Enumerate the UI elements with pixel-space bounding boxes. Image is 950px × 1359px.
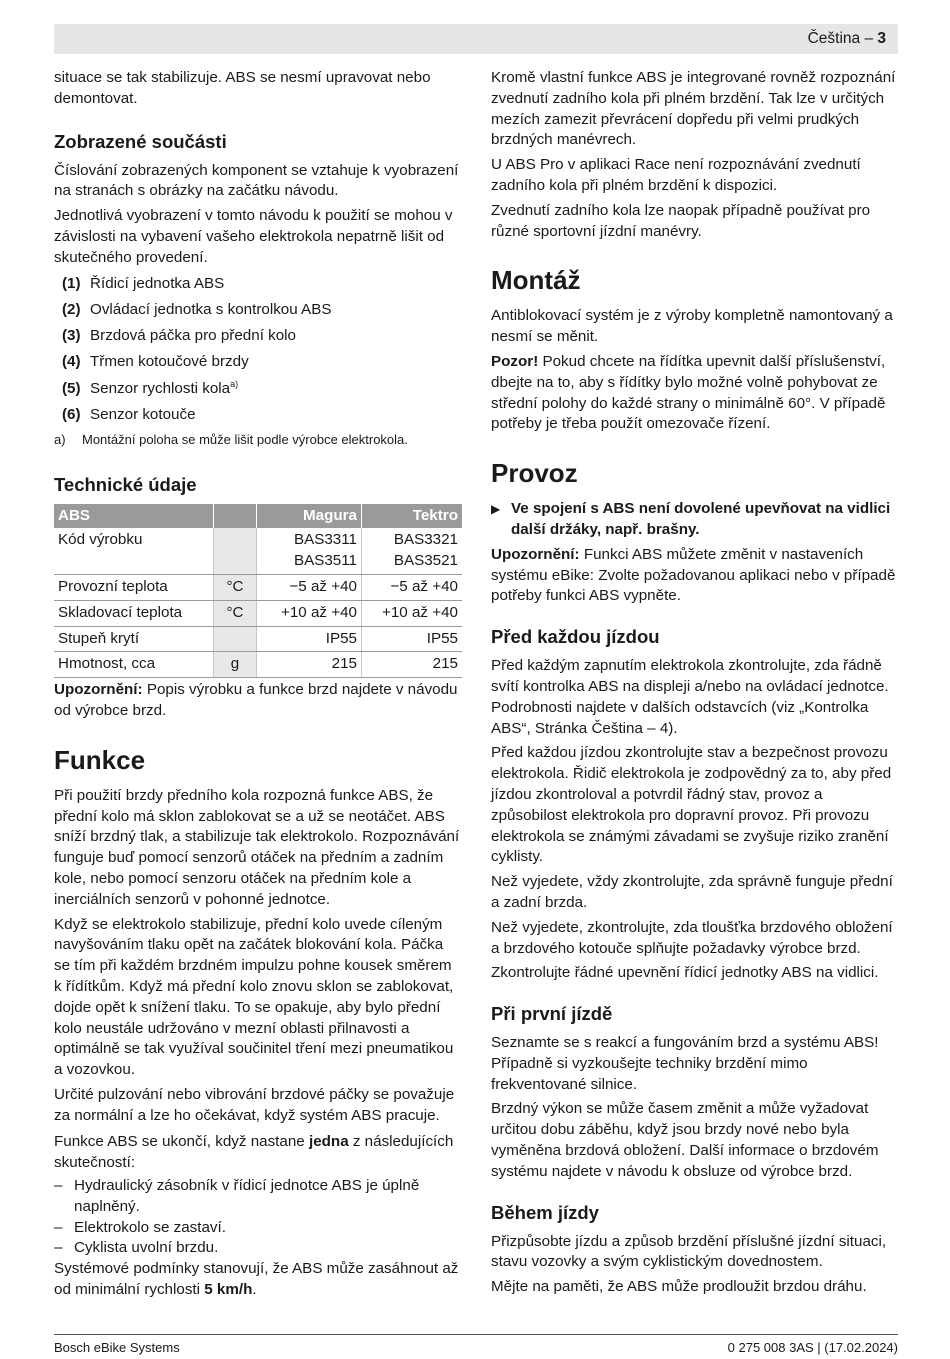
table-header: ABS — [54, 504, 214, 528]
montaz-paragraph-2: Pozor! Pokud chcete na řídítka upevnit další příslušenství, dbejte na to, aby s řídítky bylo možné volně pohybovat ze střední polohy do každé strany o minimálně 60°. V případě potřeby je třeba použít omezovače řízení. — [491, 352, 886, 433]
funkce-paragraph-3: Určité pulzování nebo vibrování brzdové páčky se považuje za normální a lze ho očekávat, když systém ABS pracuje. — [54, 1085, 455, 1124]
page-header — [808, 29, 886, 49]
list-item: (2) Ovládací jednotka s kontrolkou ABS — [62, 300, 332, 318]
list-item: (4) Třmen kotoučové brzdy — [62, 353, 249, 371]
footnote: a) Montážní poloha se může lišit podle výrobce elektrokola. — [54, 432, 408, 448]
behem-jizdy-heading: Během jízdy — [491, 1201, 599, 1223]
triangle-bullet-icon: ▶ — [491, 502, 501, 517]
montaz-heading: Montáž — [491, 265, 581, 296]
table-row: Skladovací teplota °C +10 až +40 +10 až +40 — [54, 600, 462, 626]
list-item: (5) Senzor rychlosti kola$^{a)}$ — [62, 378, 239, 397]
table-row: Kód výrobku BAS3311 BAS3511 BAS3321 BAS3521 — [54, 528, 462, 574]
footer-doc-id: 0 275 008 3AS | (17.02.2024) — [727, 1340, 898, 1355]
table-note: Upozornění: Popis výrobku a funkce brzd najdete v návodu od výrobce brzd. — [54, 681, 458, 719]
wheel-lift-paragraph-1: Kromě vlastní funkce ABS je integrované rovněž rozpoznání zvednutí zadního kola při plném brzdění. Tak lze v určitých mezích zamezit převrácení dopředu při velmi prudkých brzdných manévrech. — [491, 69, 896, 149]
table-header-row — [54, 504, 462, 528]
tech-heading: Technické údaje — [54, 474, 197, 496]
table-header: Tektro — [362, 504, 463, 528]
prvni-paragraph-2: Brzdný výkon se může časem změnit a může vyžadovat určitou dobu záběhu, když jsou brzdy nové nebo byla vyměněna brzdová obložení. Další informace o brzdovém systému najdete v návodu k obsluze od výrobce brzd. — [491, 1100, 879, 1180]
header-language: Čeština – — [807, 30, 878, 47]
list-item: (1) Řídicí jednotka ABS — [62, 274, 225, 292]
funkce-paragraph-2: Když se elektrokolo stabilizuje, přední kolo uvede cíleným navyšováním tlaku opět na začátek blokování kola. Páčka se tím při každém brzdném impulzu pohne kousek směrem k řídítkům. Když má přední kolo znovu sklon se zablokovat, dojde opět k snížení tlaku. To se opakuje, aby bylo přední kolo neustále udržováno v mezní oblasti přilnavosti a optimálně se tak využíval součinitel tření mezi pneumatikou a vozovkou. — [54, 915, 454, 1079]
parts-list — [54, 274, 462, 426]
wheel-lift-paragraph-3: Zvednutí zadního kola lze naopak případně používat pro různé sportovní jízdní manévry. — [491, 201, 871, 240]
table-row: Hmotnost, cca g 215 215 — [54, 652, 462, 678]
table-row: Provozní teplota °C −5 až +40 −5 až +40 — [54, 574, 462, 600]
funkce-paragraph-5: Systémové podmínky stanovují, že ABS může zasáhnout až od minimální rychlosti 5 km/h. — [54, 1260, 459, 1299]
table-row: Stupeň krytí IP55 IP55 — [54, 626, 462, 652]
footnote-ref: a) — [230, 378, 239, 389]
list-item: (6) Senzor kotouče — [62, 406, 196, 424]
funkce-paragraph-4: Funkce ABS se ukončí, když nastane jedna z následujících skutečností: — [54, 1133, 454, 1172]
pred-paragraph-3: Než vyjedete, vždy zkontrolujte, zda správně funguje přední a zadní brzda. — [491, 873, 893, 911]
components-heading: Zobrazené součásti — [54, 130, 227, 152]
table-header: Magura — [257, 504, 362, 528]
wheel-lift-paragraph-2: U ABS Pro v aplikaci Race není rozpoznávání zvednutí zadního kola při plném brzdění k dispozici. — [491, 156, 861, 194]
pred-jizdou-heading: Před každou jízdou — [491, 626, 660, 648]
list-item: (3) Brzdová páčka pro přední kolo — [62, 327, 296, 345]
montaz-paragraph-1: Antiblokovací systém je z výroby kompletně namontovaný a nesmí se měnit. — [491, 307, 893, 346]
right-column — [491, 68, 898, 1302]
funkce-conditions-list — [54, 1176, 462, 1259]
pred-paragraph-5: Zkontrolujte řádné upevnění řídicí jednotky ABS na vidlici. — [491, 964, 879, 982]
left-column — [54, 68, 462, 1305]
funkce-paragraph-1: Při použití brzdy předního kola rozpozná funkce ABS, že přední kolo má sklon zablokovat se a už se neotáčet. ABS sníží brzdný tlak, a stabilizuje tak elektrokolo. Rozpoznávání funguje buď pomocí senzorů otáček na předním a zadním kole, nebo pomocí senzoru otáček na předním kole a inerciálních senzorů v pohonné jednotce. — [54, 786, 460, 908]
table-header — [214, 504, 257, 528]
list-item: – Elektrokolo se zastaví. — [54, 1218, 462, 1239]
intro-paragraph: situace se tak stabilizuje. ABS se nesmí upravovat nebo demontovat. — [54, 69, 431, 107]
footer-brand: Bosch eBike Systems — [54, 1340, 180, 1355]
prvni-jizda-heading: Při první jízdě — [491, 1003, 613, 1025]
page-number: 3 — [877, 30, 886, 47]
pred-paragraph-4: Než vyjedete, zkontrolujte, zda tloušťka brzdového obložení a brzdového kotouče splňujte požadavky výrobce brzd. — [491, 918, 893, 957]
page-header-bar — [54, 24, 898, 54]
tech-table — [54, 504, 462, 678]
provoz-heading: Provoz — [491, 458, 578, 489]
provoz-warning: ▶ Ve spojení s ABS není dovolené upevňovat na vidlici další držáky, např. brašny. — [491, 500, 891, 538]
prvni-paragraph-1: Seznamte se s reakcí a fungováním brzd a systému ABS! Případně si vyzkoušejte techniky brzdění mimo frekventované silnice. — [491, 1034, 879, 1093]
pred-paragraph-1: Před každým zapnutím elektrokola zkontrolujte, zda řádně svítí kontrolka ABS na displeji a/nebo na ovládací jednotce. Podrobnosti najdete v dalších odstavcích (viz „Kontrolka ABS“, Stránka Čeština – 4). — [491, 657, 889, 737]
funkce-heading: Funkce — [54, 744, 146, 775]
provoz-note: Upozornění: Funkci ABS můžete změnit v nastaveních systému eBike: Zvolte požadovanou aplikaci nebo v případě potřeby funkci ABS vypněte. — [491, 545, 896, 605]
list-item: – Cyklista uvolní brzdu. — [54, 1238, 462, 1259]
behem-paragraph-2: Mějte na paměti, že ABS může prodloužit brzdou dráhu. — [491, 1278, 867, 1296]
list-item: – Hydraulický zásobník v řídicí jednotce ABS je úplně naplněný. — [54, 1176, 462, 1218]
components-paragraph-1: Číslování zobrazených komponent se vztahuje k vyobrazení na stranách s obrázky na začátku návodu. — [54, 161, 459, 200]
footer-divider — [54, 1334, 898, 1335]
behem-paragraph-1: Přizpůsobte jízdu a způsob brzdění příslušné jízdní situaci, stavu vozovky a svým cyklistickým dovednostem. — [491, 1232, 887, 1271]
pred-paragraph-2: Před každou jízdou zkontrolujte stav a bezpečnost provozu elektrokola. Řidič elektrokola je zodpovědný za to, aby před jízdou zkontroloval a potvrdil řádný stav, provoz a způsobilost elektrokola pro dopravní provoz. Při provozu elektrokola se známými závadami se zvyšuje riziko zranění cyklisty. — [491, 744, 892, 866]
components-paragraph-2: Jednotlivá vyobrazení v tomto návodu k použití se mohou v závislosti na vybavení vašeho elektrokola nepatrně lišit od skutečného provedení. — [54, 207, 453, 266]
